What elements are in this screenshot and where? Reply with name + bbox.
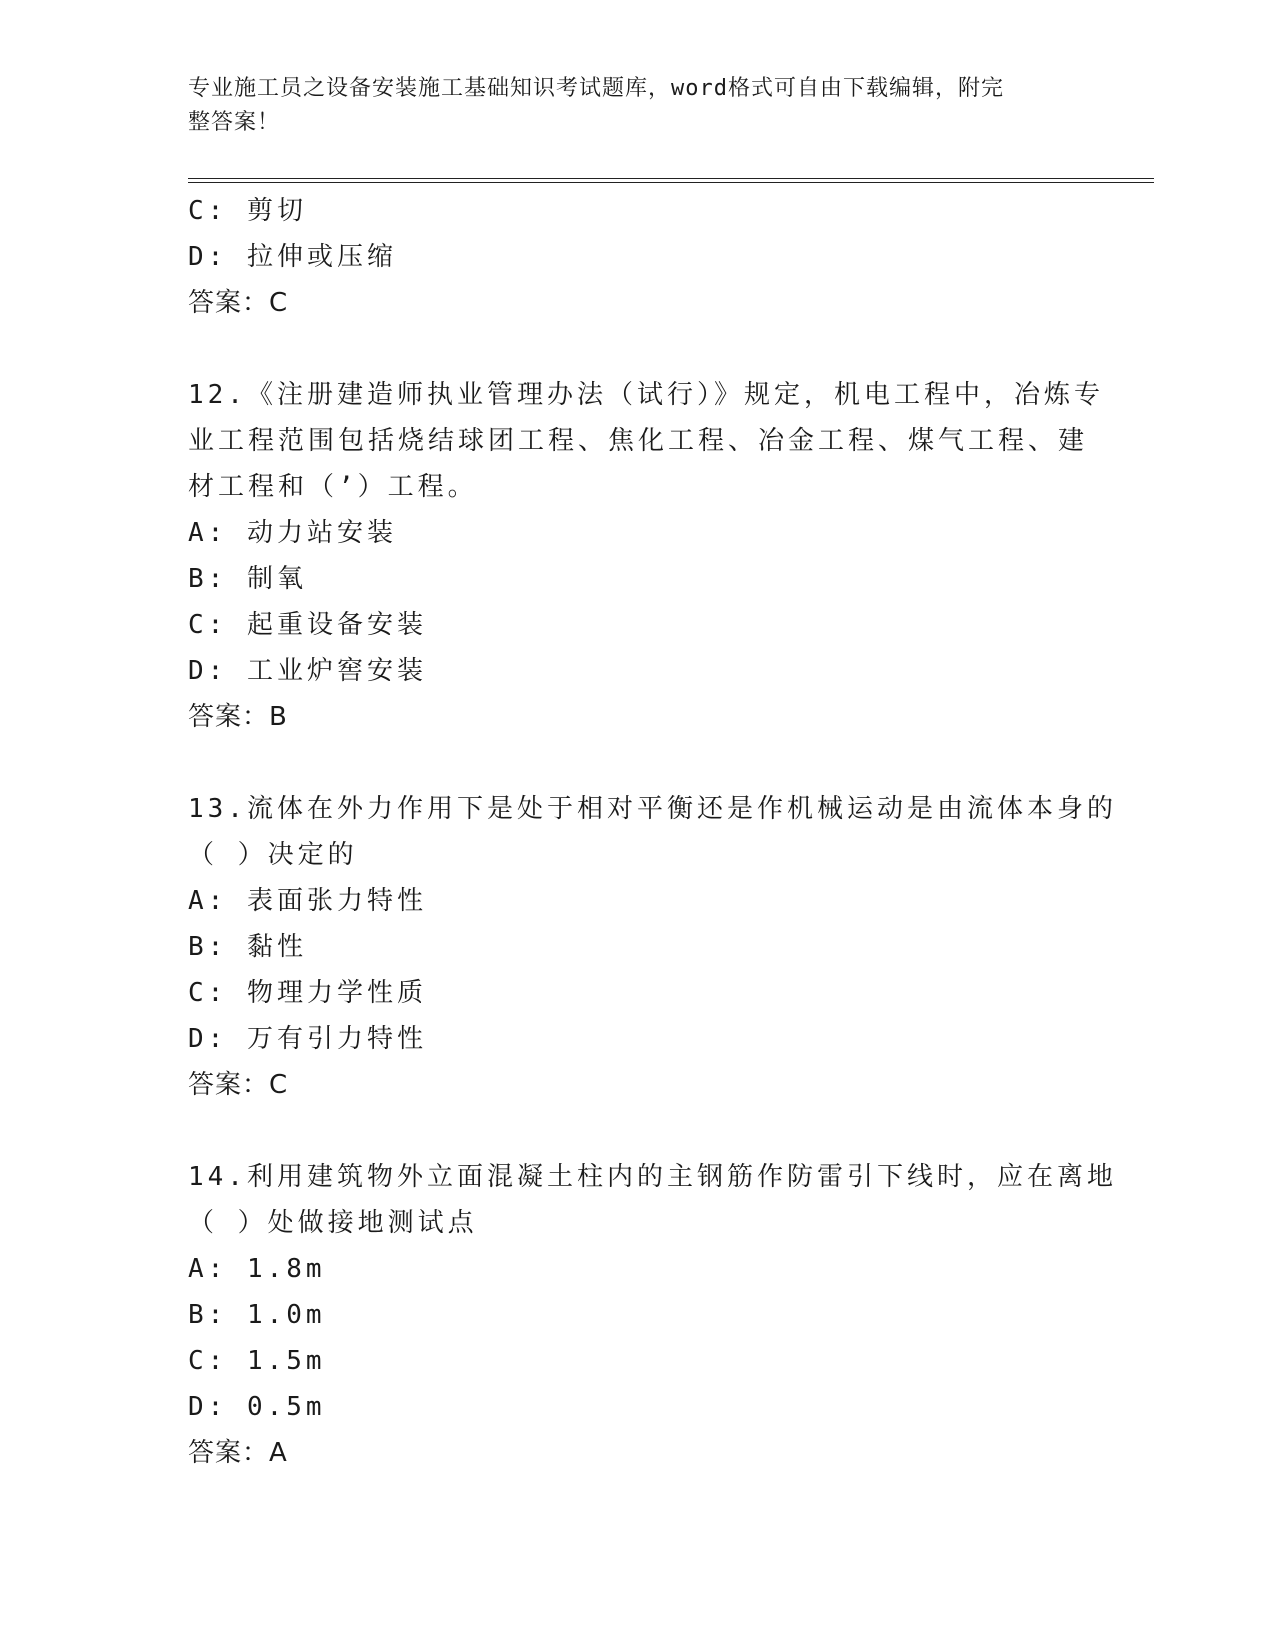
q12-option-d: D: 工业炉窖安装 — [188, 656, 427, 686]
q13-option-b: B: 黏性 — [188, 932, 307, 962]
q14-stem-line-1: 14.利用建筑物外立面混凝土柱内的主钢筋作防雷引下线时，应在离地 — [188, 1162, 1117, 1192]
q14-option-b: B: 1.0m — [188, 1300, 326, 1330]
q13-answer: 答案：C — [188, 1070, 289, 1100]
question-12 — [188, 372, 1104, 740]
header-divider-bottom — [188, 182, 1154, 183]
q12-stem-line-3: 材工程和（’）工程。 — [188, 472, 478, 502]
q13-stem-line-2: （ ）决定的 — [188, 840, 358, 870]
q11-option-c: C: 剪切 — [188, 196, 307, 226]
q14-option-a: A: 1.8m — [188, 1254, 326, 1284]
header-divider-top — [188, 178, 1154, 179]
question-13 — [188, 786, 1117, 1108]
spacer — [188, 1108, 1088, 1154]
spacer — [188, 326, 1088, 372]
q12-option-c: C: 起重设备安装 — [188, 610, 427, 640]
spacer — [188, 740, 1088, 786]
q11-option-d: D: 拉伸或压缩 — [188, 242, 397, 272]
page-header — [188, 72, 1068, 140]
q13-stem-line-1: 13.流体在外力作用下是处于相对平衡还是作机械运动是由流体本身的 — [188, 794, 1117, 824]
header-line-1: 专业施工员之设备安装施工基础知识考试题库，word格式可自由下载编辑，附完 — [188, 76, 1004, 101]
header-line-2: 整答案！ — [188, 110, 281, 135]
q12-stem-line-1: 12.《注册建造师执业管理办法（试行）》规定，机电工程中，冶炼专 — [188, 380, 1104, 410]
q14-answer: 答案：A — [188, 1438, 288, 1468]
q13-option-d: D: 万有引力特性 — [188, 1024, 427, 1054]
q12-option-a: A: 动力站安装 — [188, 518, 397, 548]
q13-option-c: C: 物理力学性质 — [188, 978, 427, 1008]
q12-answer: 答案：B — [188, 702, 288, 732]
q12-option-b: B: 制氧 — [188, 564, 307, 594]
q12-stem-line-2: 业工程范围包括烧结球团工程、焦化工程、冶金工程、煤气工程、建 — [188, 426, 1089, 456]
q13-option-a: A: 表面张力特性 — [188, 886, 427, 916]
question-14 — [188, 1154, 1117, 1476]
q11-answer: 答案：C — [188, 288, 289, 318]
q14-option-d: D: 0.5m — [188, 1392, 326, 1422]
q14-stem-line-2: （ ）处做接地测试点 — [188, 1208, 478, 1238]
question-list — [188, 188, 1117, 1476]
question-11-tail — [188, 188, 1088, 326]
q14-option-c: C: 1.5m — [188, 1346, 326, 1376]
